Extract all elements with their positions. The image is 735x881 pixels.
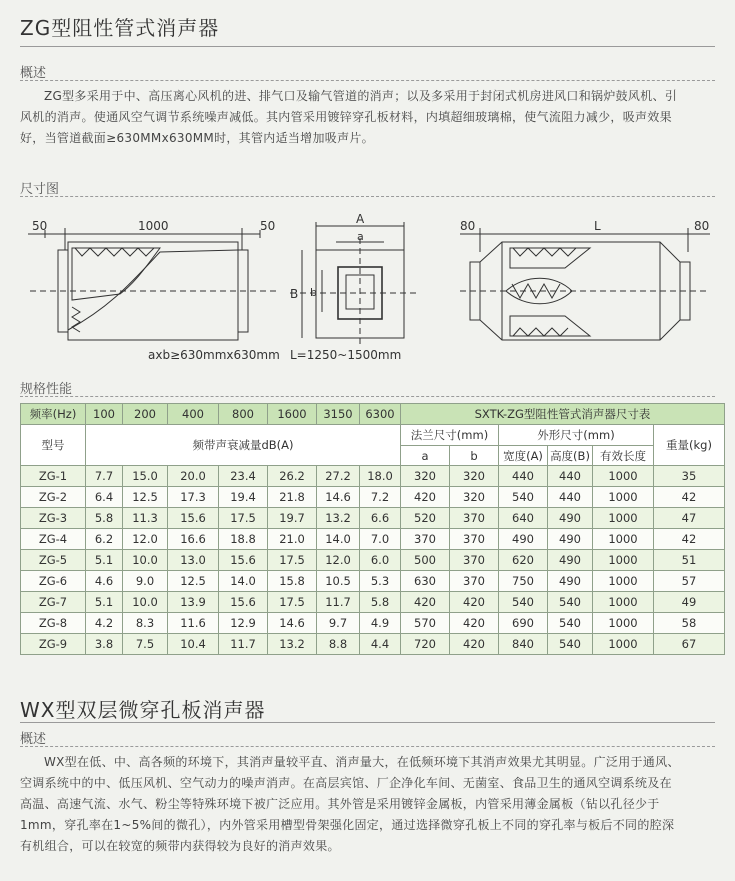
table-cell: 4.2 [86,613,123,634]
table-cell: 4.4 [360,634,401,655]
freq-cell: 400 [168,404,219,425]
table-cell: 9.7 [317,613,360,634]
table-cell: 13.2 [268,634,317,655]
table-cell: 490 [548,508,593,529]
table-cell: 440 [548,487,593,508]
overview-line: 高温、高速气流、水气、粉尘等特殊环境下被广泛应用。其外管是采用镀锌金属板，内管采用薄金属板（钻以孔径少于 [20,797,660,811]
table-cell: 7.0 [360,529,401,550]
table-cell: 21.8 [268,487,317,508]
table-cell: 690 [499,613,548,634]
table-cell: 320 [450,487,499,508]
left-dim-1000: 1000 [138,219,169,233]
section1-title: ZG型阻性管式消声器 [20,16,220,40]
table-cell: 500 [401,550,450,571]
table-cell: 67 [654,634,725,655]
table-cell: 490 [548,550,593,571]
table-cell: 7.7 [86,466,123,487]
freq-cell: 3150 [317,404,360,425]
table-cell: 12.0 [123,529,168,550]
table-cell: 640 [499,508,548,529]
table-row [21,508,725,529]
table-cell: 17.5 [219,508,268,529]
table-cell: 490 [548,529,593,550]
table-cell: 3.8 [86,634,123,655]
table-row [21,550,725,571]
table-cell: 14.6 [317,487,360,508]
table-cell: 420 [450,634,499,655]
table-cell: 370 [450,571,499,592]
table-cell: 12.5 [123,487,168,508]
model-cell: ZG-1 [21,466,86,487]
table-cell: 1000 [593,487,654,508]
right-dim-80-left: 80 [460,219,476,233]
table-cell: 5.8 [360,592,401,613]
table-row [21,592,725,613]
model-cell: ZG-5 [21,550,86,571]
divider [20,80,715,82]
table-cell: 540 [548,592,593,613]
section2-overview-label: 概述 [20,732,47,747]
table-cell: 5.1 [86,592,123,613]
table-cell: 1000 [593,550,654,571]
table-cell: 1000 [593,613,654,634]
table-cell: 19.4 [219,487,268,508]
table-cell: 8.3 [123,613,168,634]
overview-line: 风机的消声。使通风空气调节系统噪声减低。其内管采用镀锌穿孔板材料，内填超细玻璃棉，使气流阻力减少，吸声效果 [20,110,672,124]
table-cell: 320 [401,466,450,487]
outer-label: 外形尺寸(mm) [499,425,654,446]
table-cell: 5.3 [360,571,401,592]
divider [20,196,715,198]
table-cell: 5.8 [86,508,123,529]
table-row [21,466,725,487]
table-cell: 42 [654,529,725,550]
table-cell: 370 [450,529,499,550]
table-cell: 7.2 [360,487,401,508]
overview-line: 1mm，穿孔率在1~5%间的微孔），内外管采用槽型骨架强化固定，通过选择微穿孔板上不同的穿孔率与板后不同的腔深 [20,818,675,832]
table-cell: 47 [654,508,725,529]
table-cell: 370 [401,529,450,550]
table-cell: 19.7 [268,508,317,529]
table-cell: 1000 [593,466,654,487]
table-cell: 23.4 [219,466,268,487]
table-cell: 13.0 [168,550,219,571]
freq-cell: 6300 [360,404,401,425]
table-cell: 26.2 [268,466,317,487]
cross-dim-B: B [290,287,299,301]
overview-line: WX型在低、中、高各频的环境下，其消声量较平直、消声量大，在低频环境下其消声效果尤其明显。广泛用于通风、 [44,755,680,769]
table-cell: 15.6 [219,592,268,613]
sub-length: 有效长度 [593,446,654,466]
spec-table [20,403,725,655]
table-cell: 58 [654,613,725,634]
table-cell: 51 [654,550,725,571]
table-cell: 15.6 [168,508,219,529]
table-cell: 20.0 [168,466,219,487]
cross-dim-A: A [356,212,365,226]
sub-width: 宽度(A) [499,446,548,466]
table-cell: 720 [401,634,450,655]
overview-line: 好，当管道截面≥630MMx630MM时，其管内适当增加吸声片。 [20,131,374,145]
section1-overview-text [20,86,720,149]
table-row [21,529,725,550]
table-cell: 420 [401,592,450,613]
table-cell: 7.5 [123,634,168,655]
model-cell: ZG-8 [21,613,86,634]
table-cell: 840 [499,634,548,655]
table-cell: 11.7 [317,592,360,613]
section1-overview-label: 概述 [20,66,47,81]
table-row [21,634,725,655]
table-cell: 490 [499,529,548,550]
table-cell: 620 [499,550,548,571]
table-cell: 15.0 [123,466,168,487]
atten-label: 频带声衰减量dB(A) [86,425,401,466]
table-cell: 4.6 [86,571,123,592]
overview-line: 有机组合，可以在较宽的频带内获得较为良好的消声效果。 [20,839,340,853]
model-cell: ZG-2 [21,487,86,508]
table-cell: 6.2 [86,529,123,550]
model-cell: ZG-4 [21,529,86,550]
left-dim-50-left: 50 [32,219,48,233]
table-cell: 11.7 [219,634,268,655]
table-row [21,613,725,634]
cross-section-drawing [290,222,418,348]
table-cell: 15.6 [219,550,268,571]
table-cell: 13.2 [317,508,360,529]
model-cell: ZG-9 [21,634,86,655]
table-cell: 440 [548,466,593,487]
table-cell: 540 [499,592,548,613]
table-cell: 6.0 [360,550,401,571]
table-cell: 4.9 [360,613,401,634]
table-cell: 10.4 [168,634,219,655]
table-cell: 1000 [593,592,654,613]
table-row [21,487,725,508]
model-cell: ZG-6 [21,571,86,592]
title-divider [20,722,715,723]
model-cell: ZG-7 [21,592,86,613]
table-cell: 9.0 [123,571,168,592]
table-cell: 540 [548,613,593,634]
table-cell: 14.6 [268,613,317,634]
right-dim-80-right: 80 [694,219,710,233]
table-cell: 18.0 [360,466,401,487]
table-cell: 6.6 [360,508,401,529]
table-cell: 1000 [593,529,654,550]
cross-dim-a: a [357,230,364,243]
left-dim-50-right: 50 [260,219,276,233]
freq-cell: 1600 [268,404,317,425]
table-cell: 27.2 [317,466,360,487]
table-cell: 420 [450,613,499,634]
table-cell: 750 [499,571,548,592]
table-cell: 14.0 [219,571,268,592]
spec-label: 规格性能 [20,382,73,397]
table-body [21,466,725,655]
dimension-label: 尺寸图 [20,182,60,197]
dimension-diagram [20,212,720,372]
table-cell: 6.4 [86,487,123,508]
table-cell: 12.0 [317,550,360,571]
table-cell: 1000 [593,634,654,655]
table-cell: 11.6 [168,613,219,634]
weight-label: 重量(kg) [654,425,725,466]
left-muffler-drawing [28,228,280,340]
table-row [21,571,725,592]
table-cell: 17.5 [268,592,317,613]
flange-label: 法兰尺寸(mm) [401,425,499,446]
table-cell: 540 [499,487,548,508]
table-cell: 320 [450,466,499,487]
table-cell: 12.9 [219,613,268,634]
table-cell: 10.5 [317,571,360,592]
caption-right: L=1250~1500mm [290,348,402,362]
sub-b: b [450,446,499,466]
table-cell: 18.8 [219,529,268,550]
title-divider [20,46,715,47]
caption-left: axb≥630mmx630mm [148,348,280,362]
table-cell: 15.8 [268,571,317,592]
divider [20,746,715,748]
table-cell: 490 [548,571,593,592]
table-cell: 11.3 [123,508,168,529]
table-cell: 49 [654,592,725,613]
table-cell: 14.0 [317,529,360,550]
table-cell: 35 [654,466,725,487]
overview-line: 空调系统中的中、低压风机、空气动力的噪声消声。在高层宾馆、厂企净化车间、无菌室、食品卫生的通风空调系统及在 [20,776,672,790]
table-cell: 520 [401,508,450,529]
table-cell: 13.9 [168,592,219,613]
table-cell: 440 [499,466,548,487]
freq-cell: 100 [86,404,123,425]
sub-height: 高度(B) [548,446,593,466]
table-cell: 8.8 [317,634,360,655]
table-cell: 42 [654,487,725,508]
table-cell: 630 [401,571,450,592]
size-table-title: SXTK-ZG型阻性管式消声器尺寸表 [401,404,725,425]
section2-overview-text [20,752,720,857]
cross-dim-b: b [310,286,317,299]
section2-title: WX型双层微穿孔板消声器 [20,698,266,722]
table-cell: 21.0 [268,529,317,550]
table-cell: 1000 [593,508,654,529]
freq-label: 频率(Hz) [21,404,86,425]
table-cell: 12.5 [168,571,219,592]
table-cell: 57 [654,571,725,592]
table-cell: 540 [548,634,593,655]
overview-line: ZG型多采用于中、高压离心风机的进、排气口及输气管道的消声；以及多采用于封闭式机房进风口和锅炉鼓风机、引 [44,89,678,103]
table-cell: 17.3 [168,487,219,508]
table-cell: 10.0 [123,592,168,613]
table-cell: 370 [450,508,499,529]
table-cell: 5.1 [86,550,123,571]
table-cell: 1000 [593,571,654,592]
table-cell: 420 [450,592,499,613]
table-cell: 10.0 [123,550,168,571]
table-cell: 370 [450,550,499,571]
model-cell: ZG-3 [21,508,86,529]
table-cell: 570 [401,613,450,634]
freq-cell: 200 [123,404,168,425]
divider [20,396,715,398]
table-header-row [21,404,725,425]
freq-cell: 800 [219,404,268,425]
table-header-row [21,425,725,446]
sub-a: a [401,446,450,466]
right-muffler-drawing [460,228,710,340]
table-cell: 420 [401,487,450,508]
right-dim-L: L [594,219,601,233]
model-label: 型号 [21,425,86,466]
table-cell: 16.6 [168,529,219,550]
table-cell: 17.5 [268,550,317,571]
